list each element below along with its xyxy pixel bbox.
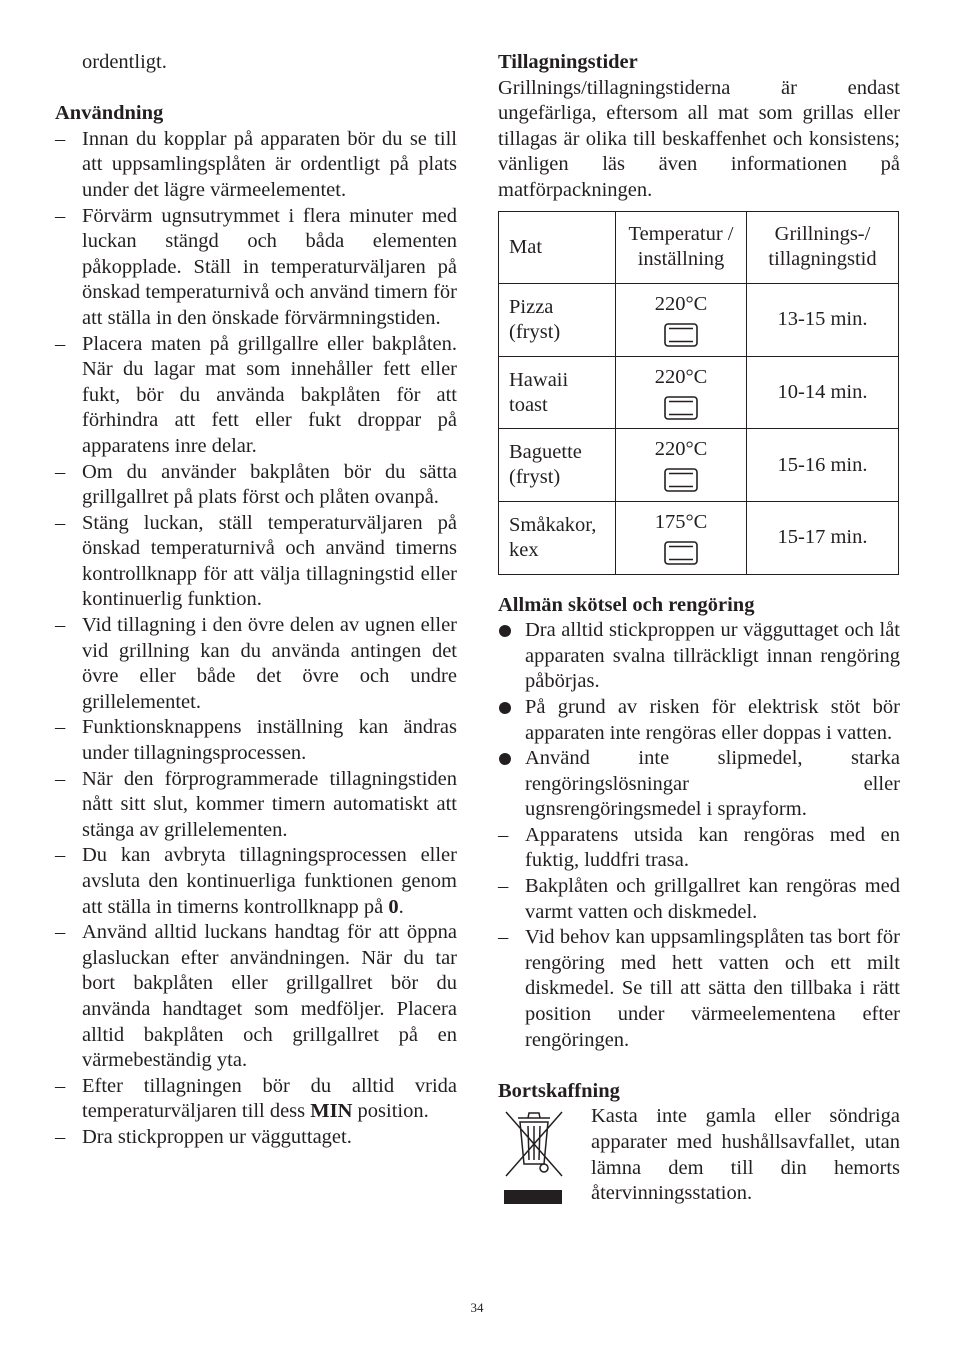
- temp-cell: [616, 501, 747, 574]
- disposal-section: [498, 1104, 900, 1214]
- table-header-cell: Grillnings-/ tillagningstid: [747, 211, 899, 284]
- time-cell: 10-14 min.: [747, 356, 899, 429]
- list-item-text: Bakplåten och grillgallret kan rengöras med varmt vatten och diskmedel.: [525, 875, 900, 923]
- list-item: [498, 925, 900, 1053]
- food-cell: Pizza (fryst): [499, 284, 616, 357]
- oven-top-bottom-heat-icon: [664, 396, 698, 420]
- bullet-icon: [499, 702, 511, 714]
- table-row: [499, 501, 899, 574]
- list-item-text: Använd inte slipmedel, starka rengöringslösningar eller ugnsrengöringsmedel i sprayform.: [525, 747, 900, 821]
- time-cell: 15-16 min.: [747, 429, 899, 502]
- list-item: [55, 843, 457, 920]
- table-header-cell: Mat: [499, 211, 616, 284]
- continuation-text: ordentligt.: [82, 51, 167, 73]
- list-item: – Funktionsknappens inställning kan ändras under tillagningsprocessen.: [55, 715, 457, 766]
- temp-cell: [616, 356, 747, 429]
- list-item-text: Du kan avbryta tillagningsprocessen eller avsluta den kontinuerliga funktionen genom att ställa in timerns kontrollknapp på: [82, 844, 457, 918]
- right-column: [498, 50, 900, 1214]
- dash-marker: –: [498, 926, 509, 949]
- time-cell: 15-17 min.: [747, 501, 899, 574]
- table-header-row: [499, 211, 899, 284]
- oven-top-bottom-heat-icon: [664, 541, 698, 565]
- cooking-times-table: [498, 211, 899, 575]
- page-number: 34: [470, 1300, 484, 1315]
- temp-value: 175°C: [654, 510, 708, 533]
- list-item: [498, 874, 900, 925]
- list-item: – Vid tillagning i den övre delen av ugnen eller vid grillning kan du använda antingen det övre eller både det övre och undre grillelementet.: [55, 613, 457, 715]
- temp-cell: [616, 284, 747, 357]
- timer-zero-value: 0: [388, 895, 399, 918]
- list-item: – Dra stickproppen ur vägguttaget.: [55, 1125, 457, 1151]
- cooking-times-heading: Tillagningstider: [498, 51, 638, 73]
- list-item: – Använd alltid luckans handtag för att öppna glasluckan efter användningen. När du tar bort bakplåten eller grillgallret bör du använda handtaget som medföljer. Placera alltid bakplåten och grillgallret på en värmebeständig yta.: [55, 920, 457, 1074]
- list-item-text: Vid behov kan uppsamlingsplåten tas bort för rengöring med hett vatten och ett milt diskmedel. Se till att sätta den tillbaka i rätt position under värmeelementena efter rengöringen.: [525, 926, 900, 1051]
- food-cell: Hawaii toast: [499, 356, 616, 429]
- disposal-heading: Bortskaffning: [498, 1079, 620, 1102]
- list-item-text: Apparatens utsida kan rengöras med en fuktig, luddfri trasa.: [525, 823, 900, 872]
- list-item: – Placera maten på grillgallre eller bakplåten. När du lagar mat som innehåller fett eller fukt, bör du använda bakplåten för att förhindra att fett eller fukt droppar på apparatens inre delar.: [55, 332, 457, 460]
- list-item: – Innan du kopplar på apparaten bör du se till att uppsamlingsplåten är ordentligt på plats under det lägre värmeelementet.: [55, 127, 457, 204]
- list-item-end: .: [398, 895, 404, 918]
- food-cell: Småkakor, kex: [499, 501, 616, 574]
- list-item-text: På grund av risken för elektrisk stöt bör apparaten inte rengöras eller doppas i vatten.: [525, 695, 900, 744]
- list-item: [498, 823, 900, 874]
- disposal-text: Kasta inte gamla eller söndriga apparater med hushållsavfallet, utan lämna dem till din hemorts återvinningsstation.: [591, 1105, 900, 1205]
- table-row: [499, 284, 899, 357]
- list-item-text: Dra alltid stickproppen ur vägguttaget och låt apparaten svalna tillräckligt innan rengöring påbörjas.: [525, 619, 900, 693]
- temp-value: 220°C: [654, 365, 708, 388]
- table-row: [499, 356, 899, 429]
- bullet-icon: [499, 625, 511, 637]
- usage-list: [55, 127, 457, 1151]
- list-item: – När den förprogrammerade tillagningstiden nått sitt slut, kommer timern automatiskt att stänga av grillelementen.: [55, 767, 457, 844]
- list-item-text: Efter tillagningen bör du alltid vrida temperaturväljaren till dess: [82, 1074, 457, 1123]
- table-header-cell: Temperatur / inställning: [616, 211, 747, 284]
- oven-top-bottom-heat-icon: [664, 468, 698, 492]
- list-item: [498, 695, 900, 746]
- bullet-icon: [499, 753, 511, 765]
- list-item: – Förvärm ugnsutrymmet i flera minuter med luckan stängd och båda elementen påkopplade. Ställ in temperaturväljaren på önskad temperaturnivå och använd timern för att ställa in den önskade förvärmningstiden.: [55, 204, 457, 332]
- oven-top-bottom-heat-icon: [664, 323, 698, 347]
- list-item: [498, 618, 900, 695]
- temp-cell: [616, 429, 747, 502]
- temp-value: 220°C: [654, 438, 708, 461]
- food-cell: Baguette (fryst): [499, 429, 616, 502]
- time-cell: 13-15 min.: [747, 284, 899, 357]
- cooking-times-intro: Grillnings/tillagningstiderna är endast ungefärliga, eftersom all mat som grillas eller tillagas är olika till beskaffenhet och konsistens; vänligen läs även informationen på matförpackningen.: [498, 76, 900, 201]
- list-item: [498, 746, 900, 823]
- list-item-end: position.: [352, 1100, 429, 1123]
- dash-marker: –: [498, 823, 509, 846]
- list-item: [55, 1074, 457, 1125]
- crossed-out-wheelie-bin-icon: [498, 1104, 570, 1208]
- list-item: – Om du använder bakplåten bör du sätta grillgallret på plats först och plåten ovanpå.: [55, 460, 457, 511]
- usage-heading: Användning: [55, 102, 164, 125]
- list-item: – Stäng luckan, ställ temperaturväljaren på önskad temperaturnivå och använd timerns kontrollknapp för att välja tillagningstid eller kontinuerlig funktion.: [55, 511, 457, 613]
- temp-value: 220°C: [654, 293, 708, 316]
- left-column: [55, 50, 457, 1151]
- care-list: [498, 618, 900, 1053]
- min-position-label: MIN: [310, 1100, 353, 1123]
- dash-marker: –: [498, 875, 509, 898]
- care-heading: Allmän skötsel och rengöring: [498, 593, 755, 616]
- table-row: [499, 429, 899, 502]
